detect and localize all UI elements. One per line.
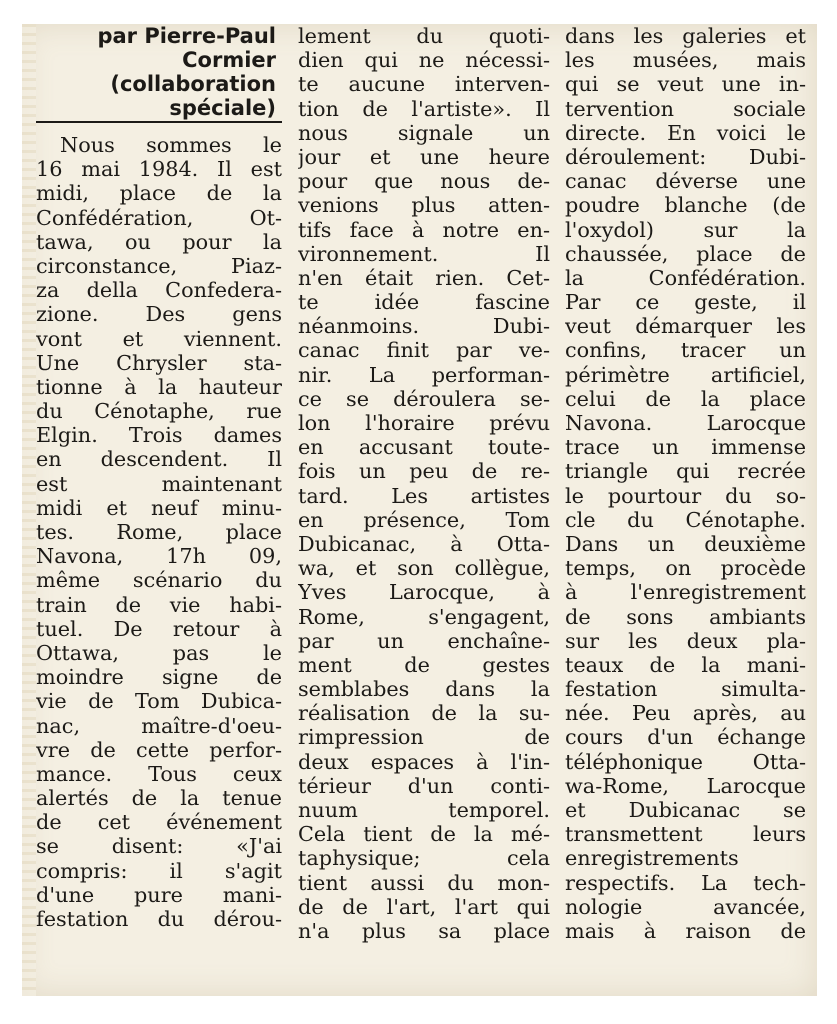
text-line: par un enchaîne-	[298, 628, 550, 653]
text-line: à l'enregistrement	[565, 580, 806, 605]
text-line: tionne à la hauteur	[36, 374, 282, 399]
text-line: lement du quoti-	[298, 24, 550, 48]
text-line: za della Confedera-	[36, 278, 282, 303]
text-line: ment de gestes	[298, 652, 550, 677]
text-line: et Dubicanac se	[565, 798, 806, 822]
text-line: nac, maître-d'oeu-	[36, 713, 282, 738]
text-line: n'en était rien. Cet-	[298, 265, 550, 290]
text-line: en présence, Tom	[298, 507, 550, 532]
text-line: tion de l'artiste». Il	[298, 96, 550, 121]
text-line: dien qui ne nécessi-	[298, 48, 550, 73]
text-line: est maintenant	[36, 471, 282, 496]
text-line: train de vie habi-	[36, 592, 282, 617]
text-line: semblabes dans la	[298, 677, 550, 702]
torn-paper-edge	[22, 24, 36, 996]
text-line: Cela tient de la mé-	[298, 822, 550, 847]
text-line: cours d'un échange	[565, 725, 806, 750]
text-line: Par ce geste, il	[565, 290, 806, 315]
text-line: térieur d'un conti-	[298, 773, 550, 798]
text-line: qui se veut une in-	[565, 72, 806, 97]
text-line: festation simulta-	[565, 677, 806, 702]
text-line: tard. Les artistes	[298, 483, 550, 508]
text-line: n'a plus sa place	[298, 918, 550, 943]
byline	[36, 24, 282, 123]
text-line: triangle qui recrée	[565, 459, 806, 484]
text-line: vie de Tom Dubica-	[36, 689, 282, 714]
text-line: chaussée, place de	[565, 241, 806, 266]
text-line: vironnement. Il	[298, 241, 550, 266]
text-line: vont et viennent.	[36, 326, 282, 351]
article-column-2	[298, 24, 550, 943]
text-line: Nous sommes le	[60, 133, 282, 157]
text-line: tient aussi du mon-	[298, 870, 550, 895]
text-line: cle du Cénotaphe.	[565, 507, 806, 532]
text-line: fois un peu de re-	[298, 459, 550, 484]
text-line: d'une pure mani-	[36, 882, 282, 907]
text-line: nir. La performan-	[298, 362, 550, 387]
text-line: Dubicanac, à Otta-	[298, 531, 550, 556]
article-column-1	[36, 24, 282, 931]
text-line: pour que nous de-	[298, 169, 550, 194]
text-line: Navona. Larocque	[565, 411, 806, 435]
byline-line: spéciale)	[169, 96, 276, 120]
text-line: Yves Larocque, à	[298, 580, 550, 605]
text-line: festation du dérou-	[36, 907, 282, 931]
text-line: taphysique; cela	[298, 846, 550, 871]
text-line: vre de cette perfor-	[36, 737, 282, 762]
byline-line: Cormier	[182, 48, 276, 72]
text-line: en accusant toute-	[298, 435, 550, 460]
byline-line: par Pierre-Paul	[97, 24, 276, 48]
text-line: directe. En voici le	[565, 120, 806, 145]
text-line: sur les deux pla-	[565, 628, 806, 653]
text-line: Confédération, Ot-	[36, 205, 282, 230]
text-line: tawa, ou pour la	[36, 229, 282, 254]
text-line: midi et neuf minu-	[36, 495, 282, 520]
text-line: trace un immense	[565, 435, 806, 460]
text-line: rimpression de	[298, 725, 550, 750]
text-line: le pourtour du so-	[565, 483, 806, 508]
text-line: la Confédération.	[565, 265, 806, 290]
text-line: déroulement: Dubi-	[565, 144, 806, 169]
text-line: ce se déroulera se-	[298, 386, 550, 411]
text-line: nuum temporel.	[298, 798, 550, 822]
text-line: néanmoins. Dubi-	[298, 314, 550, 339]
text-line: jour et une heure	[298, 144, 550, 169]
text-line: périmètre artificiel,	[565, 362, 806, 387]
text-line: l'oxydol) sur la	[565, 217, 806, 242]
text-line: te aucune interven-	[298, 72, 550, 97]
text-line: 16 mai 1984. Il est	[36, 157, 282, 182]
text-line: wa, et son collègue,	[298, 556, 550, 581]
text-line: poudre blanche (de	[565, 193, 806, 218]
text-line: compris: il s'agit	[36, 858, 282, 883]
text-line: téléphonique Otta-	[565, 749, 806, 774]
text-line: moindre signe de	[36, 665, 282, 690]
text-line: de sons ambiants	[565, 604, 806, 629]
text-line: canac finit par ve-	[298, 338, 550, 363]
text-line: réalisation de la su-	[298, 701, 550, 726]
text-line: Navona, 17h 09,	[36, 544, 282, 569]
text-line: confins, tracer un	[565, 338, 806, 363]
column-1-text	[36, 133, 282, 931]
text-line: celui de la place	[565, 386, 806, 411]
text-line: en descendent. Il	[36, 447, 282, 472]
text-line: te idée fascine	[298, 290, 550, 315]
text-line: alertés de la tenue	[36, 786, 282, 811]
text-line: tervention sociale	[565, 96, 806, 121]
text-line: respectifs. La tech-	[565, 870, 806, 895]
text-line: midi, place de la	[36, 181, 282, 206]
text-line: née. Peu après, au	[565, 701, 806, 726]
text-line: Elgin. Trois dames	[36, 423, 282, 448]
text-line: lon l'horaire prévu	[298, 411, 550, 435]
text-line: de cet événement	[36, 810, 282, 835]
text-line: même scénario du	[36, 568, 282, 593]
text-line: tes. Rome, place	[36, 520, 282, 544]
text-line: enregistrements	[565, 846, 739, 871]
text-line: venions plus atten-	[298, 193, 550, 218]
text-line: temps, on procède	[565, 556, 806, 581]
text-line: dans les galeries et	[565, 24, 806, 48]
text-line: Dans un deuxième	[565, 531, 806, 556]
column-3-text	[565, 24, 806, 943]
text-line: tuel. De retour à	[36, 616, 282, 641]
text-line: de de l'art, l'art qui	[298, 894, 550, 919]
text-line: deux espaces à l'in-	[298, 749, 550, 774]
text-line: zione. Des gens	[36, 302, 282, 327]
text-line: du Cénotaphe, rue	[36, 399, 282, 424]
column-2-text	[298, 24, 550, 943]
text-line: canac déverse une	[565, 169, 806, 194]
text-line: mais à raison de	[565, 918, 806, 943]
text-line: veut démarquer les	[565, 314, 806, 339]
text-line: nous signale un	[298, 120, 550, 145]
text-line: Rome, s'engagent,	[298, 604, 550, 629]
text-line: nologie avancée,	[565, 894, 806, 919]
text-line: tifs face à notre en-	[298, 217, 550, 242]
text-line: Ottawa, pas le	[36, 640, 282, 665]
text-line: Une Chrysler sta-	[36, 350, 282, 375]
byline-line: (collaboration	[110, 72, 276, 96]
text-line: teaux de la mani-	[565, 652, 806, 677]
text-line: mance. Tous ceux	[36, 761, 282, 786]
text-line: les musées, mais	[565, 48, 806, 73]
text-line: wa-Rome, Larocque	[565, 773, 806, 798]
text-line: se disent: «J'ai	[36, 834, 282, 859]
text-line: transmettent leurs	[565, 822, 806, 847]
article-column-3	[565, 24, 806, 943]
text-line: circonstance, Piaz-	[36, 253, 282, 278]
